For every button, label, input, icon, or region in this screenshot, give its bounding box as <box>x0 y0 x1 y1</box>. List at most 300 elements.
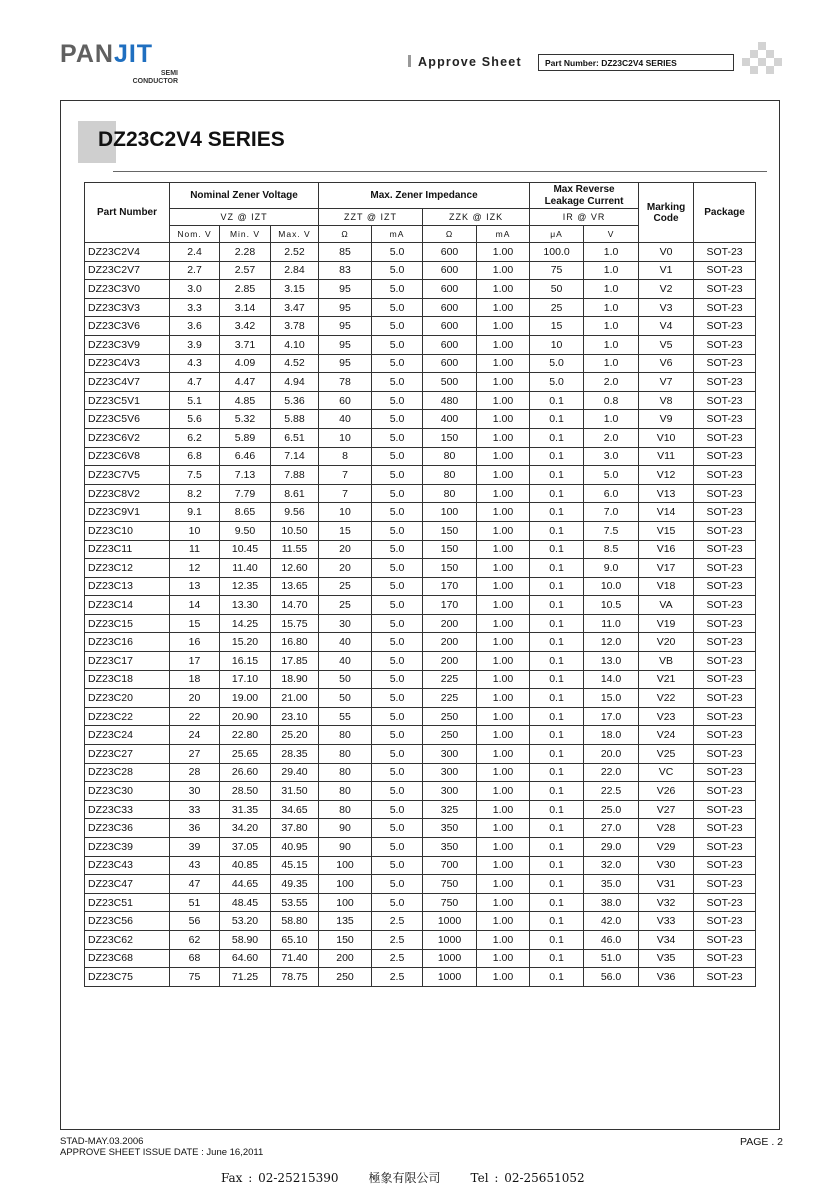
table-cell: V16 <box>639 540 694 559</box>
table-cell: V33 <box>639 912 694 931</box>
table-cell: 5.0 <box>372 838 423 857</box>
table-cell: 3.0 <box>584 447 639 466</box>
table-cell: 0.1 <box>530 484 584 503</box>
table-cell: 0.1 <box>530 838 584 857</box>
table-cell: 5.0 <box>372 261 423 280</box>
logo-accent-text: JIT <box>113 40 154 68</box>
table-cell: 0.1 <box>530 670 584 689</box>
table-cell: 55 <box>319 707 372 726</box>
table-cell: 2.7 <box>170 261 220 280</box>
table-cell: 10 <box>319 428 372 447</box>
table-cell: 95 <box>319 298 372 317</box>
table-cell: 7 <box>319 484 372 503</box>
table-cell: 35.0 <box>584 875 639 894</box>
table-cell: 225 <box>423 689 477 708</box>
title-rule <box>113 171 767 172</box>
table-cell: 10 <box>530 335 584 354</box>
table-cell: 22.80 <box>220 726 271 745</box>
table-cell: 37.80 <box>271 819 319 838</box>
table-cell: 0.1 <box>530 782 584 801</box>
table-cell: 22.0 <box>584 763 639 782</box>
table-cell: 30 <box>319 614 372 633</box>
part-number-cell: DZ23C43 <box>85 856 170 875</box>
table-cell: 3.3 <box>170 298 220 317</box>
table-cell: 1000 <box>423 949 477 968</box>
table-cell: SOT-23 <box>694 689 756 708</box>
table-cell: 0.1 <box>530 577 584 596</box>
table-cell: 3.15 <box>271 280 319 299</box>
table-cell: VA <box>639 596 694 615</box>
table-cell: SOT-23 <box>694 335 756 354</box>
table-cell: 1.00 <box>477 670 530 689</box>
table-cell: 5.88 <box>271 410 319 429</box>
table-row <box>85 633 756 652</box>
table-row <box>85 930 756 949</box>
part-number-cell: DZ23C10 <box>85 521 170 540</box>
table-cell: 9.56 <box>271 503 319 522</box>
table-row <box>85 763 756 782</box>
part-number-cell: DZ23C14 <box>85 596 170 615</box>
logo-sub-conductor: CONDUCTOR <box>132 78 178 85</box>
table-cell: SOT-23 <box>694 503 756 522</box>
table-cell: 1.00 <box>477 484 530 503</box>
table-cell: 700 <box>423 856 477 875</box>
table-cell: 1.00 <box>477 391 530 410</box>
part-number-cell: DZ23C62 <box>85 930 170 949</box>
table-cell: SOT-23 <box>694 540 756 559</box>
table-cell: V1 <box>639 261 694 280</box>
header-row <box>85 183 756 209</box>
table-cell: 28.50 <box>220 782 271 801</box>
table-cell: SOT-23 <box>694 466 756 485</box>
table-cell: 50 <box>319 689 372 708</box>
table-cell: VB <box>639 652 694 671</box>
table-cell: 500 <box>423 373 477 392</box>
table-cell: 5.36 <box>271 391 319 410</box>
table-cell: 17.85 <box>271 652 319 671</box>
decorative-squares <box>742 42 782 80</box>
table-cell: 150 <box>423 428 477 447</box>
table-cell: SOT-23 <box>694 243 756 262</box>
table-cell: 200 <box>423 633 477 652</box>
table-cell: 25 <box>319 596 372 615</box>
table-cell: 6.51 <box>271 428 319 447</box>
table-cell: SOT-23 <box>694 577 756 596</box>
table-cell: 13.0 <box>584 652 639 671</box>
table-cell: 1.00 <box>477 317 530 336</box>
table-cell: 0.1 <box>530 968 584 987</box>
table-cell: VC <box>639 763 694 782</box>
table-cell: 5.0 <box>372 428 423 447</box>
table-cell: 31.50 <box>271 782 319 801</box>
table-cell: 25 <box>319 577 372 596</box>
part-number-cell: DZ23C3V3 <box>85 298 170 317</box>
table-cell: 1.00 <box>477 428 530 447</box>
table-cell: 5.0 <box>372 670 423 689</box>
table-cell: V27 <box>639 800 694 819</box>
table-cell: 5.0 <box>372 633 423 652</box>
table-cell: 8.5 <box>584 540 639 559</box>
table-cell: 80 <box>319 726 372 745</box>
table-cell: 3.47 <box>271 298 319 317</box>
table-cell: 85 <box>319 243 372 262</box>
table-cell: SOT-23 <box>694 800 756 819</box>
table-cell: 5.0 <box>372 521 423 540</box>
part-number-cell: DZ23C6V2 <box>85 428 170 447</box>
table-cell: 83 <box>319 261 372 280</box>
panjit-logo <box>60 38 190 88</box>
th-vz-iz: VZ @ IZT <box>170 209 319 226</box>
table-cell: 1.00 <box>477 912 530 931</box>
table-cell: 3.78 <box>271 317 319 336</box>
table-cell: 1.00 <box>477 763 530 782</box>
table-cell: SOT-23 <box>694 763 756 782</box>
part-number-cell: DZ23C18 <box>85 670 170 689</box>
table-cell: 5.0 <box>372 596 423 615</box>
table-cell: 8.2 <box>170 484 220 503</box>
table-cell: 5.0 <box>372 856 423 875</box>
table-cell: 2.85 <box>220 280 271 299</box>
table-cell: 19.00 <box>220 689 271 708</box>
table-cell: 0.1 <box>530 726 584 745</box>
table-cell: 5.0 <box>372 298 423 317</box>
table-cell: 0.1 <box>530 689 584 708</box>
table-cell: V2 <box>639 280 694 299</box>
table-cell: SOT-23 <box>694 298 756 317</box>
table-cell: 1.00 <box>477 745 530 764</box>
table-cell: 12.35 <box>220 577 271 596</box>
table-cell: 47 <box>170 875 220 894</box>
table-cell: 36 <box>170 819 220 838</box>
footer-issue-date: APPROVE SHEET ISSUE DATE : June 16,2011 <box>60 1147 264 1158</box>
table-cell: 1.00 <box>477 856 530 875</box>
table-cell: V12 <box>639 466 694 485</box>
table-cell: 750 <box>423 875 477 894</box>
table-cell: 78.75 <box>271 968 319 987</box>
table-cell: 7.79 <box>220 484 271 503</box>
table-cell: 25.20 <box>271 726 319 745</box>
table-cell: 250 <box>423 707 477 726</box>
table-cell: 150 <box>423 559 477 578</box>
table-row <box>85 652 756 671</box>
part-number-cell: DZ23C39 <box>85 838 170 857</box>
unit-cell: mA <box>372 226 423 243</box>
table-cell: 95 <box>319 280 372 299</box>
table-cell: 25.0 <box>584 800 639 819</box>
table-cell: 1.0 <box>584 261 639 280</box>
th-max-zener-impedance: Max. Zener Impedance <box>319 183 530 209</box>
table-cell: 1.00 <box>477 838 530 857</box>
table-cell: 80 <box>423 466 477 485</box>
table-cell: 17 <box>170 652 220 671</box>
table-cell: SOT-23 <box>694 949 756 968</box>
table-cell: SOT-23 <box>694 447 756 466</box>
table-cell: 600 <box>423 317 477 336</box>
table-cell: 23.10 <box>271 707 319 726</box>
table-cell: 150 <box>319 930 372 949</box>
table-cell: 33 <box>170 800 220 819</box>
unit-cell: Max. V <box>271 226 319 243</box>
table-cell: 80 <box>423 447 477 466</box>
table-cell: 2.84 <box>271 261 319 280</box>
table-cell: 0.1 <box>530 540 584 559</box>
table-cell: 5.0 <box>372 484 423 503</box>
table-cell: 58.80 <box>271 912 319 931</box>
table-cell: 1.00 <box>477 875 530 894</box>
unit-cell: Ω <box>423 226 477 243</box>
table-row <box>85 726 756 745</box>
table-cell: 0.1 <box>530 614 584 633</box>
table-cell: 0.1 <box>530 652 584 671</box>
part-number-cell: DZ23C9V1 <box>85 503 170 522</box>
table-cell: 18.0 <box>584 726 639 745</box>
table-cell: 20 <box>319 559 372 578</box>
th-zzk-izk: ZZK @ IZK <box>423 209 530 226</box>
table-cell: 1.0 <box>584 410 639 429</box>
table-cell: 17.10 <box>220 670 271 689</box>
table-cell: 150 <box>423 540 477 559</box>
table-cell: 90 <box>319 838 372 857</box>
table-cell: 15.0 <box>584 689 639 708</box>
table-cell: 28 <box>170 763 220 782</box>
table-cell: SOT-23 <box>694 670 756 689</box>
table-cell: 40 <box>319 410 372 429</box>
table-cell: 350 <box>423 838 477 857</box>
table-cell: 1.0 <box>584 298 639 317</box>
table-cell: 0.1 <box>530 763 584 782</box>
table-cell: 90 <box>319 819 372 838</box>
table-row <box>85 949 756 968</box>
table-cell: 40 <box>319 652 372 671</box>
table-cell: V8 <box>639 391 694 410</box>
approve-sheet-label: Approve Sheet <box>408 55 522 69</box>
table-cell: 12.0 <box>584 633 639 652</box>
part-number-cell: DZ23C27 <box>85 745 170 764</box>
table-cell: 1.00 <box>477 466 530 485</box>
table-cell: 4.3 <box>170 354 220 373</box>
th-zzt-izt: ZZT @ IZT <box>319 209 423 226</box>
table-row <box>85 335 756 354</box>
table-cell: 1.00 <box>477 521 530 540</box>
table-cell: 29.0 <box>584 838 639 857</box>
table-cell: V17 <box>639 559 694 578</box>
table-cell: 32.0 <box>584 856 639 875</box>
fax-line <box>221 1169 615 1186</box>
table-cell: 25.65 <box>220 745 271 764</box>
table-cell: 7.13 <box>220 466 271 485</box>
table-cell: 3.6 <box>170 317 220 336</box>
table-cell: 9.1 <box>170 503 220 522</box>
table-cell: 48.45 <box>220 893 271 912</box>
table-cell: 5.0 <box>372 800 423 819</box>
logo-sub-semi: SEMI <box>160 70 178 77</box>
table-cell: 78 <box>319 373 372 392</box>
table-cell: 10 <box>170 521 220 540</box>
table-cell: 2.52 <box>271 243 319 262</box>
unit-cell: mA <box>477 226 530 243</box>
th-marking-code: Marking Code <box>639 183 694 243</box>
table-cell: 60 <box>319 391 372 410</box>
table-cell: SOT-23 <box>694 484 756 503</box>
table-row <box>85 298 756 317</box>
table-row <box>85 875 756 894</box>
table-cell: 6.0 <box>584 484 639 503</box>
table-cell: 300 <box>423 782 477 801</box>
table-cell: 7.5 <box>170 466 220 485</box>
table-cell: 170 <box>423 577 477 596</box>
part-number-cell: DZ23C3V0 <box>85 280 170 299</box>
table-cell: 62 <box>170 930 220 949</box>
table-row <box>85 912 756 931</box>
table-cell: 43 <box>170 856 220 875</box>
unit-cell: V <box>584 226 639 243</box>
table-cell: 12 <box>170 559 220 578</box>
table-cell: SOT-23 <box>694 354 756 373</box>
table-cell: SOT-23 <box>694 838 756 857</box>
part-number-cell: DZ23C5V6 <box>85 410 170 429</box>
table-cell: 1.00 <box>477 800 530 819</box>
part-number-cell: DZ23C17 <box>85 652 170 671</box>
table-cell: 4.10 <box>271 335 319 354</box>
table-cell: 13.65 <box>271 577 319 596</box>
table-cell: 0.1 <box>530 391 584 410</box>
table-cell: 5.0 <box>530 354 584 373</box>
table-cell: 1.00 <box>477 726 530 745</box>
table-cell: 1.00 <box>477 298 530 317</box>
table-cell: 1000 <box>423 912 477 931</box>
table-cell: 225 <box>423 670 477 689</box>
table-row <box>85 243 756 262</box>
part-number-cell: DZ23C56 <box>85 912 170 931</box>
table-cell: 1.00 <box>477 596 530 615</box>
table-cell: 26.60 <box>220 763 271 782</box>
table-cell: 600 <box>423 354 477 373</box>
table-cell: 5.0 <box>372 503 423 522</box>
table-cell: 5.0 <box>372 391 423 410</box>
table-cell: 11.40 <box>220 559 271 578</box>
part-number-cell: DZ23C3V6 <box>85 317 170 336</box>
table-cell: SOT-23 <box>694 782 756 801</box>
table-cell: 1.0 <box>584 280 639 299</box>
table-cell: 5.0 <box>372 354 423 373</box>
table-cell: 25 <box>530 298 584 317</box>
table-cell: 28.35 <box>271 745 319 764</box>
table-cell: 3.42 <box>220 317 271 336</box>
table-cell: V36 <box>639 968 694 987</box>
table-cell: 16 <box>170 633 220 652</box>
table-cell: 250 <box>423 726 477 745</box>
table-cell: 1.00 <box>477 335 530 354</box>
table-cell: 39 <box>170 838 220 857</box>
table-cell: 10.50 <box>271 521 319 540</box>
table-cell: 250 <box>319 968 372 987</box>
table-cell: 0.1 <box>530 466 584 485</box>
table-cell: 4.7 <box>170 373 220 392</box>
table-cell: V4 <box>639 317 694 336</box>
table-row <box>85 614 756 633</box>
table-cell: 0.1 <box>530 596 584 615</box>
page-title: DZ23C2V4 SERIES <box>98 128 285 151</box>
table-cell: 95 <box>319 354 372 373</box>
specs-table <box>84 182 756 987</box>
table-cell: V18 <box>639 577 694 596</box>
table-cell: SOT-23 <box>694 856 756 875</box>
table-cell: SOT-23 <box>694 633 756 652</box>
table-cell: 21.00 <box>271 689 319 708</box>
table-cell: 38.0 <box>584 893 639 912</box>
table-cell: 68 <box>170 949 220 968</box>
table-row <box>85 503 756 522</box>
table-cell: 5.0 <box>372 280 423 299</box>
table-cell: V15 <box>639 521 694 540</box>
table-cell: 0.1 <box>530 503 584 522</box>
table-cell: 13.30 <box>220 596 271 615</box>
table-cell: 400 <box>423 410 477 429</box>
table-cell: SOT-23 <box>694 912 756 931</box>
table-cell: V10 <box>639 428 694 447</box>
table-cell: 27.0 <box>584 819 639 838</box>
part-number-cell: DZ23C13 <box>85 577 170 596</box>
table-cell: SOT-23 <box>694 261 756 280</box>
table-cell: 20.0 <box>584 745 639 764</box>
table-cell: 1.00 <box>477 968 530 987</box>
part-number-cell: DZ23C30 <box>85 782 170 801</box>
table-cell: 200 <box>423 652 477 671</box>
table-cell: 45.15 <box>271 856 319 875</box>
table-cell: 7.14 <box>271 447 319 466</box>
table-cell: 1.00 <box>477 447 530 466</box>
table-cell: SOT-23 <box>694 614 756 633</box>
table-cell: 2.0 <box>584 373 639 392</box>
table-cell: 14.0 <box>584 670 639 689</box>
table-cell: V5 <box>639 335 694 354</box>
table-cell: 0.1 <box>530 745 584 764</box>
footer-info <box>60 1136 263 1158</box>
table-cell: 50 <box>530 280 584 299</box>
table-cell: 2.5 <box>372 912 423 931</box>
table-cell: 11.55 <box>271 540 319 559</box>
table-cell: V31 <box>639 875 694 894</box>
table-cell: 0.1 <box>530 559 584 578</box>
table-cell: 2.5 <box>372 968 423 987</box>
table-cell: 56 <box>170 912 220 931</box>
table-cell: SOT-23 <box>694 875 756 894</box>
table-cell: 53.55 <box>271 893 319 912</box>
table-cell: 50 <box>319 670 372 689</box>
table-cell: 0.1 <box>530 930 584 949</box>
th-max-reverse-leakage: Max Reverse Leakage Current <box>530 183 639 209</box>
table-cell: 5.0 <box>372 707 423 726</box>
table-row <box>85 317 756 336</box>
table-cell: SOT-23 <box>694 652 756 671</box>
table-cell: 22 <box>170 707 220 726</box>
table-cell: SOT-23 <box>694 930 756 949</box>
table-cell: 100.0 <box>530 243 584 262</box>
part-number-cell: DZ23C11 <box>85 540 170 559</box>
table-cell: 2.0 <box>584 428 639 447</box>
table-cell: 5.1 <box>170 391 220 410</box>
table-cell: 0.1 <box>530 856 584 875</box>
th-package: Package <box>694 183 756 243</box>
part-number-cell: DZ23C24 <box>85 726 170 745</box>
logo-main-text: PAN <box>60 40 114 68</box>
table-cell: 3.9 <box>170 335 220 354</box>
table-cell: 1.00 <box>477 577 530 596</box>
table-cell: 8.65 <box>220 503 271 522</box>
table-cell: 20.90 <box>220 707 271 726</box>
table-row <box>85 521 756 540</box>
table-cell: 1.0 <box>584 335 639 354</box>
